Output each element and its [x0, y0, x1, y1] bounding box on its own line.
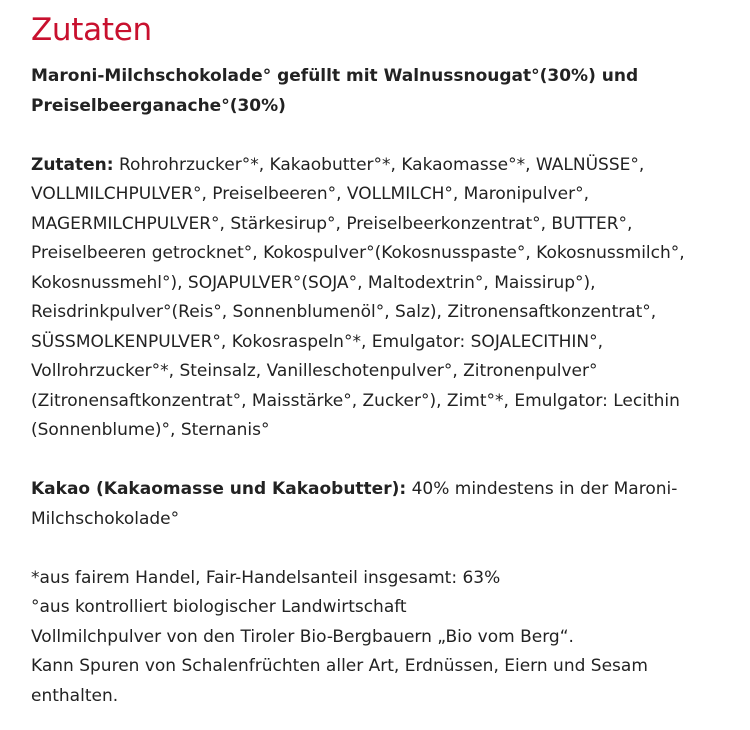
cocoa-content: [31, 475, 730, 534]
ingredients-line: VOLLMILCHPULVER°, Preiselbeeren°, VOLLMILCH°, Maronipulver°,: [31, 184, 589, 204]
ingredients-line: (Sonnenblume)°, Sternanis°: [31, 420, 270, 440]
ingredients-line: Reisdrinkpulver°(Reis°, Sonnenblumenöl°, Salz), Zitronensaftkonzentrat°,: [31, 302, 657, 322]
footnote-allergens-end: enthalten.: [31, 685, 119, 706]
ingredients-line: MAGERMILCHPULVER°, Stärkesirup°, Preiselbeerkonzentrat°, BUTTER°,: [31, 213, 633, 234]
footnote-milk-origin: Vollmilchpulver von den Tiroler Bio-Bergbauern „Bio vom Berg“.: [31, 626, 574, 647]
cocoa-label: Kakao (Kakaomasse und Kakaobutter):: [31, 479, 407, 499]
footnote-organic: °aus kontrolliert biologischer Landwirtschaft: [31, 597, 407, 617]
ingredients-line: (Zitronensaftkonzentrat°, Maisstärke°, Zucker°), Zimt°*, Emulgator: Lecithin: [31, 390, 680, 411]
spacer: [31, 534, 730, 564]
ingredients-first-line: [31, 151, 730, 181]
cocoa-second-line: Milchschokolade°: [31, 508, 180, 529]
ingredients-line: Vollrohrzucker°*, Steinsalz, Vanilleschotenpulver°, Zitronenpulver°: [31, 361, 598, 381]
footnote-fairtrade: *aus fairem Handel, Fair-Handelsanteil insgesamt: 63%: [31, 567, 501, 588]
spacer: [31, 446, 730, 476]
ingredients-label: Zutaten:: [31, 154, 114, 175]
product-name-line: Maroni-Milchschokolade° gefüllt mit Walnussnougat°(30%) und: [31, 66, 639, 86]
ingredients-list: [31, 151, 730, 446]
product-name-line: Preiselbeerganache°(30%): [31, 95, 286, 116]
ingredients-line: Preiselbeeren getrocknet°, Kokospulver°(Kokosnusspaste°, Kokosnussmilch°,: [31, 243, 685, 263]
ingredients-line: SÜSSMOLKENPULVER°, Kokosraspeln°*, Emulgator: SOJALECITHIN°,: [31, 331, 604, 352]
ingredients-line: Kokosnussmehl°), SOJAPULVER°(SOJA°, Maltodextrin°, Maissirup°),: [31, 272, 596, 293]
product-name: [31, 62, 730, 121]
cocoa-first-line: [31, 475, 730, 505]
ingredients-first-line-text: Rohrohrzucker°*, Kakaobutter°*, Kakaomasse°*, WALNÜSSE°,: [113, 154, 645, 175]
spacer: [31, 121, 730, 151]
footnotes: [31, 564, 730, 712]
cocoa-value: 40% mindestens in der Maroni-: [406, 479, 678, 499]
page-title: Zutaten: [31, 12, 152, 48]
footnote-allergens: Kann Spuren von Schalenfrüchten aller Art, Erdnüssen, Eiern und Sesam: [31, 656, 648, 676]
